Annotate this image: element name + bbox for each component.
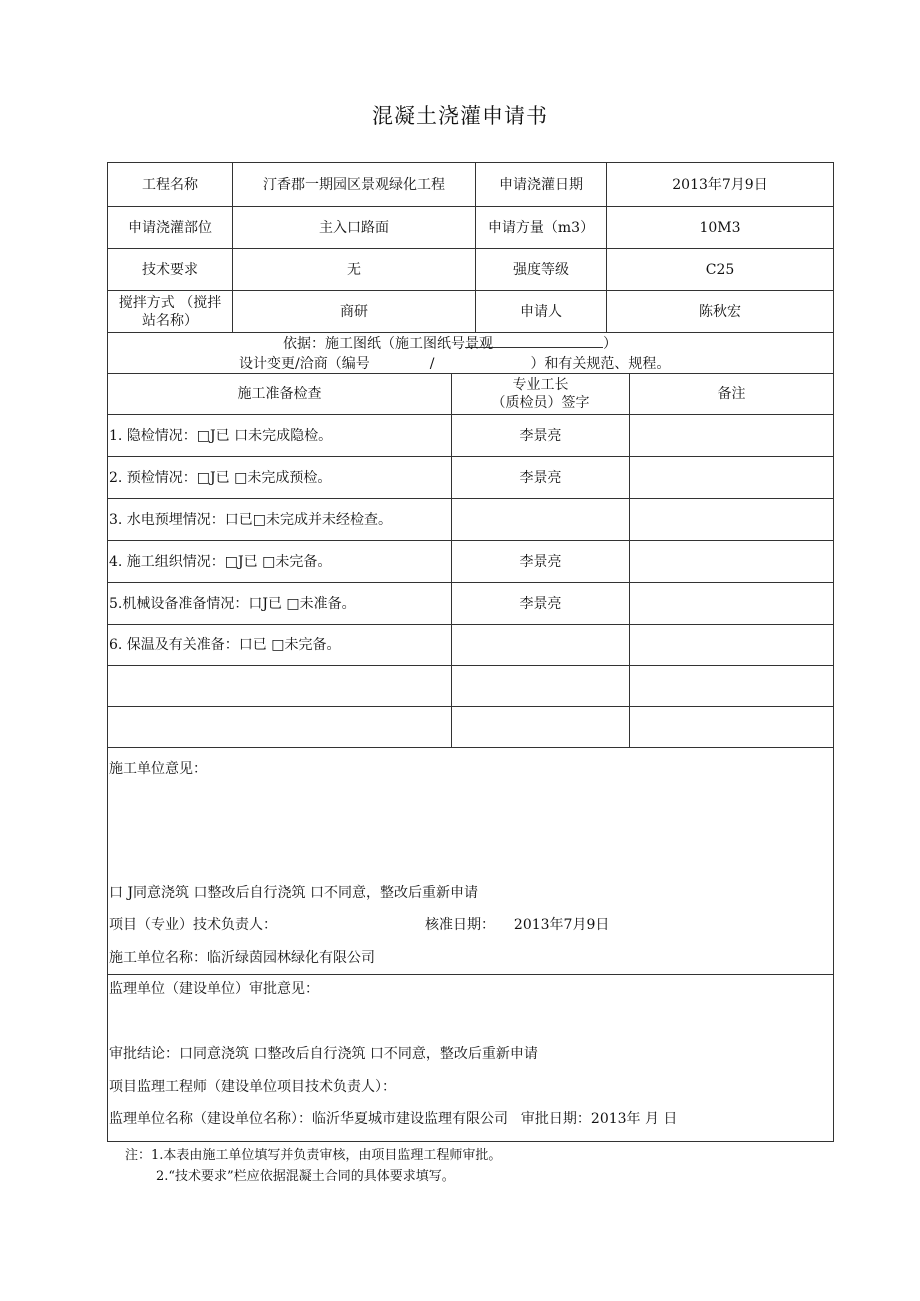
supervisor-engineer-label: 项目监理工程师（建设单位项目技术负责人）： bbox=[109, 1079, 396, 1095]
tech-requirement-value: 无 bbox=[347, 261, 361, 278]
approve-date-value: 2013年7月9日 bbox=[513, 917, 610, 933]
check-item: 4. 施工组织情况：□J已 □未完备。 bbox=[109, 553, 332, 570]
basis-suffix-2: ）和有关规范、规程。 bbox=[530, 356, 671, 372]
supervisor-unit-label: 监理单位名称（建设单位名称）： bbox=[109, 1111, 312, 1127]
mixing-method-label-line1: 搅拌方式 （搅拌 bbox=[118, 294, 222, 311]
supervisor-conclusion: 审批结论：口同意浇筑 口整改后自行浇筑 口不同意，整改后重新申请 bbox=[109, 1046, 538, 1062]
change-number-label: 设计变更/洽商（编号 bbox=[239, 356, 370, 372]
note-2: 2.“技术要求”栏应依据混凝土合同的具体要求填写。 bbox=[156, 1169, 455, 1184]
check-item: 5.机械设备准备情况：口J已 □未准备。 bbox=[109, 595, 356, 612]
check-signature: 李景亮 bbox=[519, 595, 562, 612]
note-1: 注：1.本表由施工单位填写并负责审核，由项目监理工程师审批。 bbox=[125, 1148, 502, 1163]
check-item: 1. 隐检情况：□J已 口未完成隐检。 bbox=[109, 427, 333, 444]
volume-label: 申请方量（m3） bbox=[487, 219, 595, 236]
check-remark bbox=[630, 457, 833, 498]
check-signature: 李景亮 bbox=[519, 427, 562, 444]
mixing-method-value: 商研 bbox=[340, 303, 368, 320]
contractor-opinion-heading: 施工单位意见： bbox=[109, 761, 207, 777]
divider bbox=[107, 706, 834, 707]
divider bbox=[107, 665, 834, 666]
check-remark bbox=[630, 625, 833, 665]
check-item: 2. 预检情况：□J已 □未完成预检。 bbox=[109, 469, 332, 486]
pour-date-label: 申请浇灌日期 bbox=[499, 176, 583, 193]
check-remark bbox=[630, 415, 833, 456]
check-signature bbox=[452, 499, 629, 540]
check-col-header: 施工准备检查 bbox=[237, 386, 322, 402]
check-remark bbox=[630, 541, 833, 582]
divider bbox=[107, 747, 834, 748]
sign-col-header-line2: （质检员）签字 bbox=[491, 395, 590, 411]
basis-prefix: 依据：施工图纸（施工图纸号 bbox=[283, 336, 465, 352]
check-remark bbox=[630, 583, 833, 624]
strength-grade-value: C25 bbox=[705, 261, 735, 278]
approve-date bbox=[425, 914, 609, 934]
tech-lead-label: 项目（专业）技术负责人： bbox=[109, 917, 277, 933]
supervisor-unit bbox=[109, 1108, 677, 1128]
volume-value: 10M3 bbox=[699, 219, 741, 236]
check-item: 6. 保温及有关准备：口已 □未完备。 bbox=[109, 637, 341, 653]
contractor-options: 口 J同意浇筑 口整改后自行浇筑 口不同意，整改后重新申请 bbox=[109, 885, 478, 901]
check-item: 3. 水电预埋情况：口已□未完成并未经检查。 bbox=[109, 511, 393, 528]
basis-line-2 bbox=[239, 353, 670, 373]
mixing-method-label bbox=[108, 291, 232, 332]
tech-requirement-label: 技术要求 bbox=[142, 261, 198, 278]
check-signature: 李景亮 bbox=[519, 469, 562, 486]
basis-line-1 bbox=[283, 333, 617, 353]
remarks-col-header: 备注 bbox=[717, 386, 746, 402]
approve-date-label: 核准日期： bbox=[425, 917, 495, 933]
check-signature bbox=[452, 625, 629, 665]
contractor-unit-name: 临沂绿茵园林绿化有限公司 bbox=[207, 950, 375, 966]
check-signature: 李景亮 bbox=[519, 553, 562, 570]
page-title: 混凝土浇灌申请书 bbox=[372, 104, 548, 128]
change-number-slash: / bbox=[429, 356, 435, 372]
project-name-value: 汀香郡一期园区景观绿化工程 bbox=[263, 176, 445, 193]
drawing-number: 景观 bbox=[465, 336, 493, 352]
mixing-method-label-line2: 站名称） bbox=[142, 312, 198, 329]
strength-grade-label: 强度等级 bbox=[513, 261, 569, 278]
supervisor-opinion-heading: 监理单位（建设单位）审批意见： bbox=[109, 981, 319, 997]
drawing-number-field bbox=[465, 333, 603, 352]
supervisor-approve-date: 审批日期：2013年 月 日 bbox=[520, 1111, 678, 1127]
check-remark bbox=[630, 499, 833, 540]
sign-col-header bbox=[452, 374, 629, 414]
pour-date-value: 2013年7月9日 bbox=[672, 176, 768, 193]
divider bbox=[107, 974, 834, 975]
pour-location-value: 主入口路面 bbox=[319, 219, 389, 236]
sign-col-header-line1: 专业工长 bbox=[512, 377, 569, 393]
applicant-value: 陈秋宏 bbox=[699, 303, 741, 320]
project-name-label: 工程名称 bbox=[142, 176, 198, 193]
supervisor-unit-name: 临沂华夏城市建设监理有限公司 bbox=[312, 1111, 508, 1127]
contractor-unit-label: 施工单位名称： bbox=[109, 950, 207, 966]
contractor-unit bbox=[109, 947, 375, 967]
pour-location-label: 申请浇灌部位 bbox=[128, 219, 212, 236]
applicant-label: 申请人 bbox=[520, 303, 562, 320]
basis-suffix: ） bbox=[603, 336, 617, 352]
